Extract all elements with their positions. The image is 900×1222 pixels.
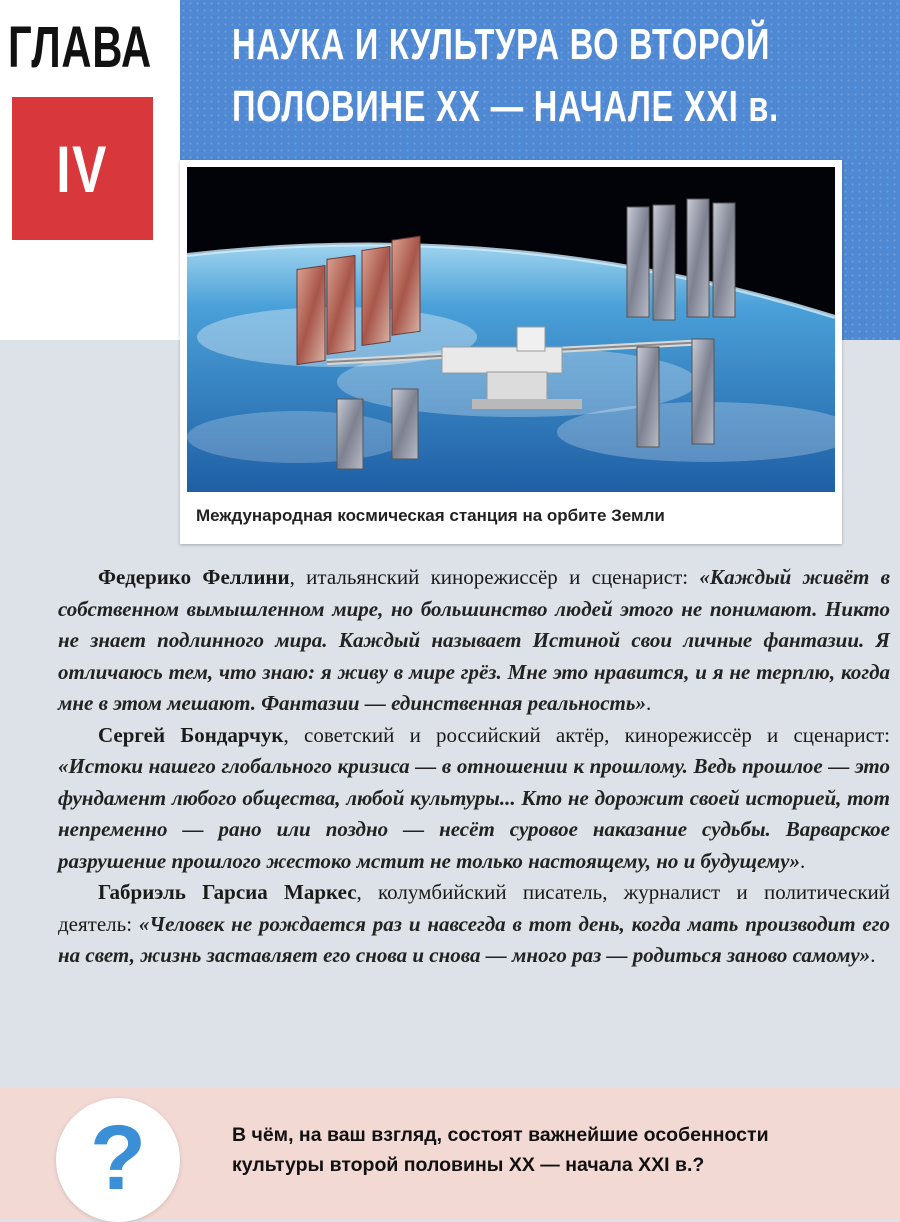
quote-end: .: [799, 848, 806, 873]
quote-intro: , итальянский кинорежиссёр и сценарист:: [289, 565, 700, 589]
chapter-title: [232, 14, 898, 138]
chapter-title-line1: НАУКА И КУЛЬТУРА ВО ВТОРОЙ: [232, 20, 771, 69]
quote-marquez: [58, 877, 890, 972]
quote-author: Габриэль Гарсиа Маркес: [98, 880, 357, 904]
question-line1: В чём, на ваш взгляд, состоят важнейшие особенности: [232, 1124, 769, 1146]
question-text: [232, 1120, 892, 1180]
chapter-label: ГЛАВА: [8, 15, 152, 80]
quote-text: «Истоки нашего глобального кризиса — в отношении к прошлому. Ведь прошлое — это фундамент любого общества, любой культуры... Кто не дорожит своей историей, тот непременно — рано или поздно — несёт суровое наказание судьбы. Варварское разрушение прошлого жестоко мстит не только настоящему, но и будущему»: [58, 754, 890, 873]
quote-text: «Человек не рождается раз и навсегда в тот день, когда мать производит его на свет, жизнь заставляет его снова и снова — много раз — родиться заново самому»: [58, 911, 890, 967]
iss-photo: [187, 167, 835, 492]
quote-fellini: [58, 562, 890, 720]
iss-figure: [180, 160, 842, 544]
quote-intro: , советский и российский актёр, кинорежиссёр и сценарист:: [283, 722, 890, 747]
quote-end: .: [645, 691, 652, 715]
quote-text: «Каждый живёт в собственном вымышленном мире, но большинство людей этого не понимают. Никто не знает подлинного мира. Каждый называет Истиной свои личные фантазии. Я отличаюсь тем, что знаю: я живу в мире грёз. Мне это нравится, и я не терплю, когда мне в этом мешают. Фантазии — единственная реальность»: [58, 565, 890, 715]
question-mark-icon: ?: [89, 1107, 147, 1209]
quote-author: Сергей Бондарчук: [98, 722, 284, 747]
question-line2: культуры второй половины XX — начала XXI в.?: [232, 1154, 705, 1176]
question-badge: [56, 1098, 180, 1222]
quote-end: .: [870, 943, 876, 967]
quote-bondarchuk: [58, 720, 890, 878]
quote-intro: , колумбийский писатель, журналист и политический деятель:: [58, 880, 890, 936]
quote-author: Федерико Феллини: [98, 565, 290, 589]
figure-caption: Международная космическая станция на орбите Земли: [196, 506, 665, 525]
chapter-number-box: [12, 97, 153, 240]
chapter-title-line2: ПОЛОВИНЕ XX — НАЧАЛЕ XXI в.: [232, 82, 779, 131]
quotes-section: [58, 562, 890, 972]
iss-illustration: [187, 167, 835, 492]
banner-side-strip: [842, 160, 900, 340]
chapter-number: IV: [56, 131, 109, 206]
